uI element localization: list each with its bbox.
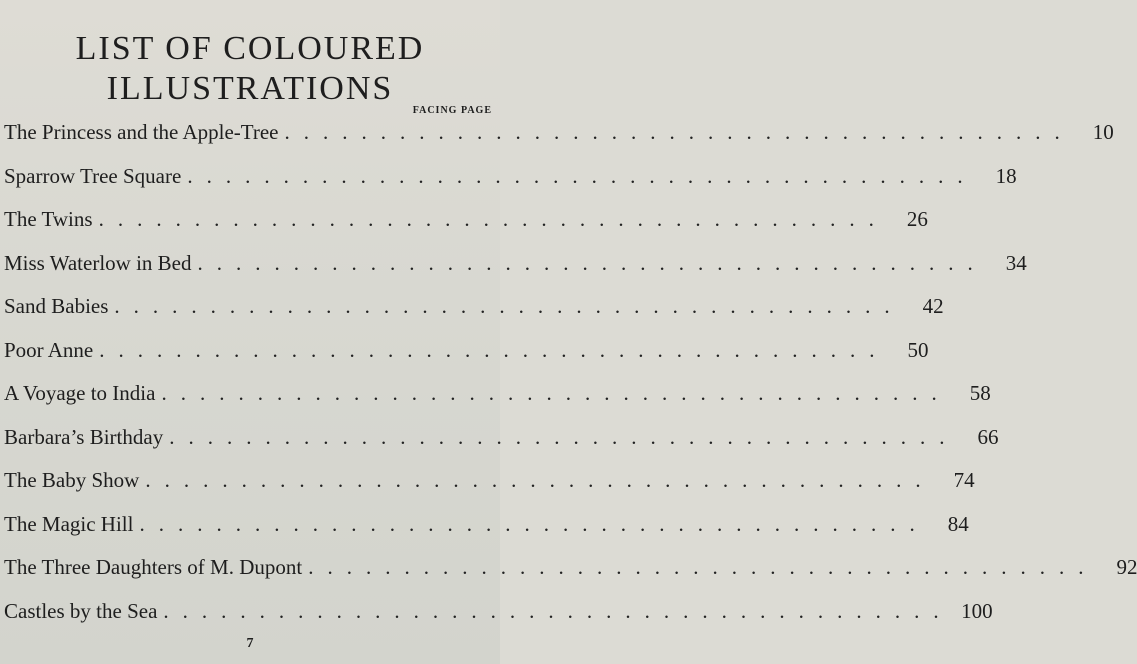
leader-dots: ......................................... <box>139 511 929 536</box>
page-number: 74 <box>953 468 975 492</box>
illustration-title: Sparrow Tree Square <box>4 163 182 188</box>
leader-dots: ......................................... <box>98 207 888 231</box>
page-number: 18 <box>995 163 1017 188</box>
illustration-title: The Twins <box>4 207 93 231</box>
list-item <box>4 424 999 469</box>
list-item <box>4 381 991 425</box>
page-number: 84 <box>947 511 969 536</box>
leader-dots: ......................................... <box>145 468 935 492</box>
illustration-title: The Three Daughters of M. Dupont <box>4 555 303 579</box>
folio-page-number: 7 <box>246 636 254 651</box>
illustration-title: The Magic Hill <box>4 511 134 536</box>
page-title <box>0 29 500 109</box>
list-item <box>4 511 969 556</box>
leader-dots: ......................................... <box>99 337 889 362</box>
leader-dots: ......................................... <box>163 598 953 623</box>
illustration-title: The Princess and the Apple-Tree <box>4 120 279 144</box>
title-line-2: ILLUSTRATIONS <box>106 69 394 107</box>
illustration-title: Poor Anne <box>4 337 94 362</box>
leader-dots: ......................................... <box>308 555 1098 579</box>
page-number: 42 <box>922 294 944 318</box>
leader-dots: ......................................... <box>161 381 951 405</box>
illustration-title: A Voyage to India <box>4 381 156 405</box>
list-item <box>4 207 928 251</box>
list-item <box>4 163 1017 208</box>
list-item <box>4 468 975 512</box>
page-number: 100 <box>961 598 993 623</box>
leader-dots: ......................................... <box>197 250 987 275</box>
leader-dots: ......................................... <box>114 294 904 318</box>
list-item <box>4 250 1027 295</box>
leader-dots: ......................................... <box>187 163 977 188</box>
illustration-title: Sand Babies <box>4 294 109 318</box>
illustration-title: The Baby Show <box>4 468 140 492</box>
illustration-title: Barbara’s Birthday <box>4 424 164 449</box>
illustration-title: Castles by the Sea <box>4 598 158 623</box>
illustration-title: Miss Waterlow in Bed <box>4 250 192 275</box>
page-number: 92 <box>1116 555 1137 579</box>
facing-page-label: FACING PAGE <box>412 105 492 116</box>
leader-dots: ......................................... <box>169 424 959 449</box>
title-line-1: LIST OF COLOURED <box>75 29 425 67</box>
page-number: 34 <box>1005 250 1027 275</box>
page-number: 50 <box>907 337 929 362</box>
list-item <box>4 120 1114 164</box>
leader-dots: ......................................... <box>284 120 1074 144</box>
list-item <box>4 555 1137 599</box>
page-number: 26 <box>906 207 928 231</box>
list-item <box>4 294 944 338</box>
page-number: 10 <box>1092 120 1114 144</box>
illustration-list <box>4 120 1137 642</box>
page-number: 66 <box>977 424 999 449</box>
list-item <box>4 337 929 382</box>
page-number: 58 <box>969 381 991 405</box>
